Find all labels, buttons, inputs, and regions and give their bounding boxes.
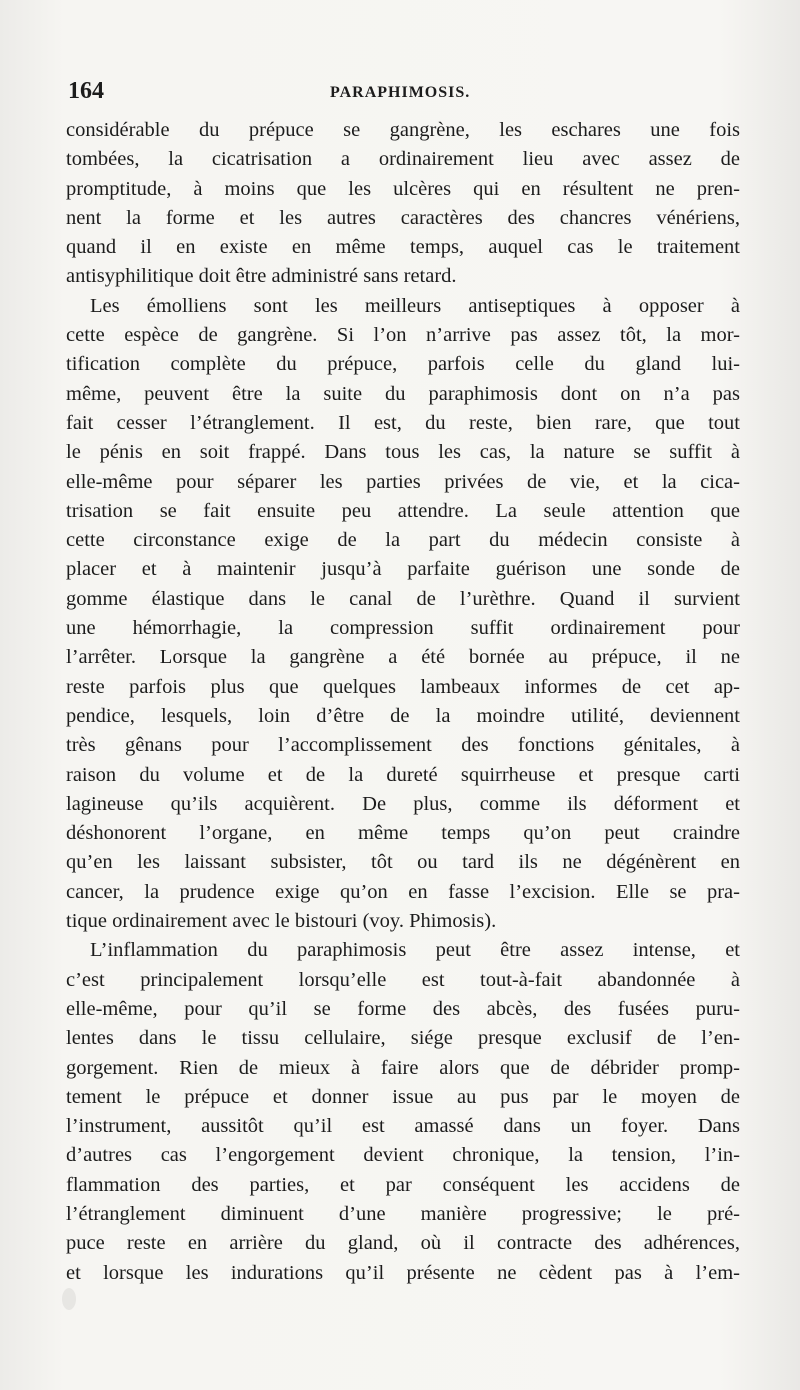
text-line: elle-même pour séparer les parties privées de vie, et la cica-	[66, 470, 740, 493]
text-line: c’est principalement lorsqu’elle est tout-à-fait abandonnée à	[66, 968, 740, 991]
ink-smudge	[62, 1288, 76, 1310]
text-line: lentes dans le tissu cellulaire, siége presque exclusif de l’en-	[66, 1027, 740, 1050]
text-line: l’instrument, aussitôt qu’il est amassé dans un foyer. Dans	[66, 1115, 740, 1138]
text-line: l’étranglement diminuent d’une manière progressive; le pré-	[66, 1202, 740, 1225]
text-line: placer et à maintenir jusqu’à parfaite guérison une sonde de	[66, 558, 740, 581]
text-line: tombées, la cicatrisation a ordinairement lieu avec assez de	[66, 148, 740, 171]
text-line: flammation des parties, et par conséquent les accidens de	[66, 1173, 740, 1196]
body-text	[66, 116, 740, 1288]
text-line: d’autres cas l’engorgement devient chronique, la tension, l’in-	[66, 1144, 740, 1167]
text-line: nent la forme et les autres caractères des chancres vénériens,	[66, 206, 740, 229]
paragraph-2	[66, 292, 740, 937]
text-line: une hémorrhagie, la compression suffit ordinairement pour	[66, 617, 740, 640]
text-line: reste parfois plus que quelques lambeaux informes de cet ap-	[66, 675, 740, 698]
text-line: trisation se fait ensuite peu attendre. La seule attention que	[66, 499, 740, 522]
text-line: cette circonstance exige de la part du médecin consiste à	[66, 529, 740, 552]
paragraph-3	[66, 936, 740, 1288]
text-line: déshonorent l’organe, en même temps qu’on peut craindre	[66, 822, 740, 845]
text-line: puce reste en arrière du gland, où il contracte des adhérences,	[66, 1232, 740, 1255]
text-line: cancer, la prudence exige qu’on en fasse l’excision. Elle se pra-	[66, 880, 740, 903]
text-line: quand il en existe en même temps, auquel cas le traitement	[66, 236, 740, 259]
text-line: tement le prépuce et donner issue au pus par le moyen de	[66, 1085, 740, 1108]
text-line: même, peuvent être la suite du paraphimosis dont on n’a pas	[66, 382, 740, 405]
text-line: l’arrêter. Lorsque la gangrène a été bornée au prépuce, il ne	[66, 646, 740, 669]
text-line: Les émolliens sont les meilleurs antiseptiques à opposer à	[90, 294, 740, 317]
text-line: antisyphilitique doit être administré sans retard.	[66, 265, 457, 288]
text-line: L’inflammation du paraphimosis peut être assez intense, et	[90, 939, 740, 962]
text-line: et lorsque les indurations qu’il présente ne cèdent pas à l’em-	[66, 1261, 740, 1284]
text-line: gomme élastique dans le canal de l’urèthre. Quand il survient	[66, 587, 740, 610]
page-number: 164	[68, 78, 104, 104]
text-line: lagineuse qu’ils acquièrent. De plus, comme ils déforment et	[66, 792, 740, 815]
text-line: le pénis en soit frappé. Dans tous les cas, la nature se suffit à	[66, 441, 740, 464]
running-head	[68, 78, 738, 112]
paragraph-1	[66, 116, 740, 292]
text-line: fait cesser l’étranglement. Il est, du reste, bien rare, que tout	[66, 411, 740, 434]
text-line: tique ordinairement avec le bistouri (voy. Phimosis).	[66, 910, 497, 933]
text-line: gorgement. Rien de mieux à faire alors que de débrider promp-	[66, 1056, 740, 1079]
text-line: cette espèce de gangrène. Si l’on n’arrive pas assez tôt, la mor-	[66, 324, 740, 347]
text-line: raison du volume et de la dureté squirrheuse et presque carti	[66, 763, 740, 786]
text-line: elle-même, pour qu’il se forme des abcès, des fusées puru-	[66, 997, 740, 1020]
text-line: qu’en les laissant subsister, tôt ou tard ils ne dégénèrent en	[66, 851, 740, 874]
text-line: pendice, lesquels, loin d’être de la moindre utilité, deviennent	[66, 704, 740, 727]
text-line: promptitude, à moins que les ulcères qui en résultent ne pren-	[66, 177, 740, 200]
text-line: tification complète du prépuce, parfois celle du gland lui-	[66, 353, 740, 376]
running-title: PARAPHIMOSIS.	[330, 84, 471, 101]
text-line: considérable du prépuce se gangrène, les eschares une fois	[66, 119, 740, 141]
text-line: très gênans pour l’accomplissement des fonctions génitales, à	[66, 734, 740, 757]
